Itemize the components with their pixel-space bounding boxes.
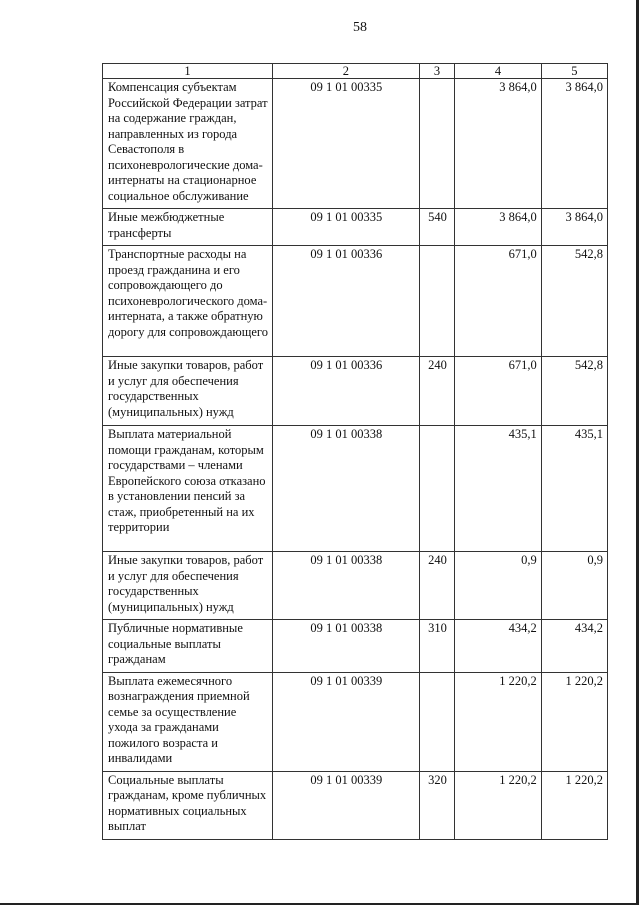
table-row [103, 246, 608, 357]
row-amount-1: 434,2 [455, 620, 542, 673]
row-expense-type: 240 [419, 552, 455, 620]
row-expense-type: 240 [419, 357, 455, 426]
row-target-code: 09 1 01 00336 [273, 357, 420, 426]
row-expense-type: 540 [419, 209, 455, 246]
row-expense-type: 320 [419, 771, 455, 839]
page-number: 58 [353, 20, 367, 35]
row-amount-1: 3 864,0 [455, 209, 542, 246]
row-name: Иные закупки товаров, работ и услуг для обеспечения государственных (муниципальных) нужд [103, 552, 273, 620]
row-amount-2: 1 220,2 [541, 771, 607, 839]
row-target-code: 09 1 01 00339 [273, 771, 420, 839]
row-expense-type [419, 426, 455, 552]
table-row [103, 552, 608, 620]
row-amount-1: 671,0 [455, 357, 542, 426]
row-target-code: 09 1 01 00336 [273, 246, 420, 357]
row-amount-2: 3 864,0 [541, 209, 607, 246]
row-amount-2: 434,2 [541, 620, 607, 673]
row-amount-1: 1 220,2 [455, 771, 542, 839]
row-target-code: 09 1 01 00335 [273, 79, 420, 209]
row-target-code: 09 1 01 00338 [273, 426, 420, 552]
row-name: Компенсация субъектам Российской Федерации затрат на содержание граждан, направленных из города Севастополя в психоневрологические дома-интернаты на стационарное социальное обслуживание [103, 79, 273, 209]
table-row [103, 209, 608, 246]
row-target-code: 09 1 01 00338 [273, 620, 420, 673]
row-amount-1: 435,1 [455, 426, 542, 552]
table-header-row [103, 64, 608, 79]
row-name: Иные закупки товаров, работ и услуг для обеспечения государственных (муниципальных) нужд [103, 357, 273, 426]
row-amount-2: 3 864,0 [541, 79, 607, 209]
row-name: Транспортные расходы на проезд гражданина и его сопровождающего до психоневрологического дома-интерната, а также обратную дорогу для сопровождающего [103, 246, 273, 357]
row-amount-2: 0,9 [541, 552, 607, 620]
row-amount-2: 542,8 [541, 246, 607, 357]
header-col-1: 1 [103, 64, 273, 79]
row-name: Выплата ежемесячного вознаграждения приемной семье за осуществление ухода за гражданами пожилого возраста и инвалидами [103, 672, 273, 771]
header-col-2: 2 [273, 64, 420, 79]
table-row [103, 620, 608, 673]
row-amount-2: 435,1 [541, 426, 607, 552]
row-expense-type [419, 246, 455, 357]
table-row [103, 426, 608, 552]
budget-table [102, 63, 608, 840]
header-col-3: 3 [419, 64, 455, 79]
row-expense-type [419, 79, 455, 209]
row-amount-2: 542,8 [541, 357, 607, 426]
row-amount-1: 1 220,2 [455, 672, 542, 771]
table-row [103, 672, 608, 771]
row-name: Публичные нормативные социальные выплаты гражданам [103, 620, 273, 673]
table-row [103, 79, 608, 209]
row-expense-type: 310 [419, 620, 455, 673]
row-amount-1: 3 864,0 [455, 79, 542, 209]
header-col-4: 4 [455, 64, 542, 79]
row-target-code: 09 1 01 00338 [273, 552, 420, 620]
table-row [103, 357, 608, 426]
table-row [103, 771, 608, 839]
row-amount-2: 1 220,2 [541, 672, 607, 771]
header-col-5: 5 [541, 64, 607, 79]
row-target-code: 09 1 01 00335 [273, 209, 420, 246]
row-amount-1: 671,0 [455, 246, 542, 357]
row-amount-1: 0,9 [455, 552, 542, 620]
row-name: Социальные выплаты гражданам, кроме публичных нормативных социальных выплат [103, 771, 273, 839]
row-name: Иные межбюджетные трансферты [103, 209, 273, 246]
row-target-code: 09 1 01 00339 [273, 672, 420, 771]
row-expense-type [419, 672, 455, 771]
row-name: Выплата материальной помощи гражданам, которым государствами – членами Европейского союза отказано в установлении пенсий за стаж, приобретенный на их территории [103, 426, 273, 552]
